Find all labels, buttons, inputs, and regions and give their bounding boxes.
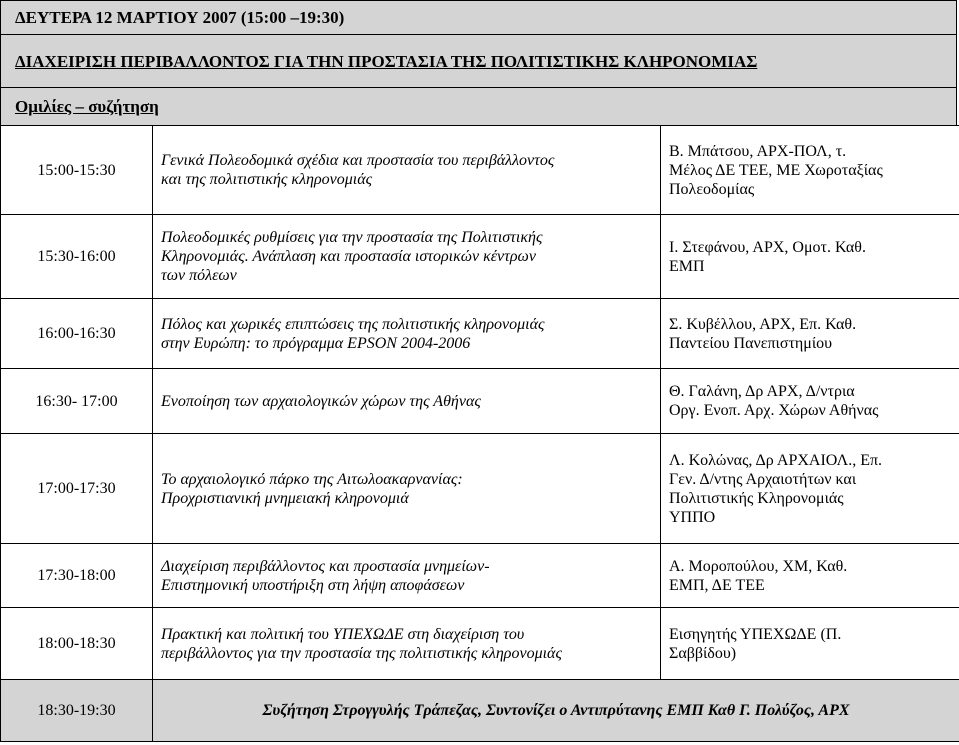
speaker-line: Μέλος ΔΕ ΤΕΕ, ΜΕ Χωροταξίας	[669, 161, 883, 179]
closing-text: Συζήτηση Στρογγυλής Τράπεζας, Συντονίζει ο Αντιπρύτανης ΕΜΠ Καθ Γ. Πολύζος, ΑΡΧ	[153, 680, 959, 742]
schedule-table	[0, 125, 959, 742]
session-time: 18:00-18:30	[1, 608, 153, 680]
session-time: 15:30-16:00	[1, 215, 153, 299]
section-header	[0, 87, 957, 125]
session-row	[1, 126, 959, 215]
session-row	[1, 299, 959, 369]
session-time: 16:00-16:30	[1, 299, 153, 369]
session-speaker	[661, 544, 959, 608]
session-time: 17:30-18:00	[1, 544, 153, 608]
topic-line: των πόλεων	[161, 267, 237, 284]
session-time: 17:00-17:30	[1, 434, 153, 544]
session-speaker	[661, 215, 959, 299]
speaker-line: Εισηγητής ΥΠΕΧΩΔΕ (Π.	[669, 625, 842, 643]
session-time: 16:30- 17:00	[1, 369, 153, 434]
theme-title: ΔΙΑΧΕΙΡΙΣΗ ΠΕΡΙΒΑΛΛΟΝΤΟΣ ΓΙΑ ΤΗΝ ΠΡΟΣΤΑΣΙΑ ΤΗΣ ΠΟΛΙΤΙΣΤΙΚΗΣ ΚΛΗΡΟΝΟΜΙΑΣ	[15, 51, 758, 71]
session-topic	[153, 126, 661, 215]
session-row	[1, 434, 959, 544]
session-row	[1, 608, 959, 680]
closing-row	[1, 680, 959, 742]
session-topic	[153, 369, 661, 434]
topic-line: Κληρονομιάς. Ανάπλαση και προστασία ιστορικών κέντρων	[161, 248, 536, 265]
topic-line: Γενικά Πολεοδομικά σχέδια και προστασία του περιβάλλοντος	[161, 152, 555, 169]
speaker-line: Α. Μοροπούλου, ΧΜ, Καθ.	[669, 557, 848, 575]
speaker-line: Πολιτιστικής Κληρονομιάς	[669, 489, 844, 507]
topic-line: Επιστημονική υποστήριξη στη λήψη αποφάσεων	[161, 576, 465, 594]
section-title: Ομιλίες – συζήτηση	[15, 97, 159, 116]
topic-line: Πρακτική και πολιτική του ΥΠΕΧΩΔΕ στη διαχείριση του	[161, 625, 525, 643]
topic-line: Προχριστιανική μνημειακή κληρονομιά	[161, 489, 409, 507]
speaker-line: ΕΜΠ	[669, 257, 705, 275]
speaker-line: Ι. Στεφάνου, ΑΡΧ, Ομοτ. Καθ.	[669, 238, 866, 256]
speaker-line: ΕΜΠ, ΔΕ ΤΕΕ	[669, 576, 765, 594]
session-speaker	[661, 608, 959, 680]
session-topic	[153, 299, 661, 369]
speaker-line: Οργ. Ενοπ. Αρχ. Χώρων Αθήνας	[669, 402, 879, 419]
session-speaker	[661, 369, 959, 434]
topic-line: περιβάλλοντος για την προστασία της πολιτιστικής κληρονομιάς	[161, 644, 562, 662]
session-row	[1, 215, 959, 299]
topic-line: Διαχείριση περιβάλλοντος και προστασία μνημείων-	[161, 557, 490, 575]
date-header	[0, 0, 957, 34]
session-time: 15:00-15:30	[1, 126, 153, 215]
topic-line: Ενοποίηση των αρχαιολογικών χώρων της Αθήνας	[161, 392, 481, 410]
topic-line: Πολεοδομικές ρυθμίσεις για την προστασία της Πολιτιστικής	[161, 229, 543, 246]
closing-time: 18:30-19:30	[1, 680, 153, 742]
theme-header	[0, 34, 957, 87]
topic-line: και της πολιτιστικής κληρονομιάς	[161, 171, 373, 188]
date-title: ΔΕΥΤΕΡΑ 12 ΜΑΡΤΙΟΥ 2007 (15:00 –19:30)	[15, 8, 345, 27]
speaker-line: ΥΠΠΟ	[669, 508, 716, 526]
speaker-line: Πολεοδομίας	[669, 180, 755, 198]
session-topic	[153, 215, 661, 299]
session-speaker	[661, 126, 959, 215]
topic-line: Το αρχαιολογικό πάρκο της Αιτωλοακαρνανίας:	[161, 470, 463, 488]
speaker-line: Γεν. Δ/ντης Αρχαιοτήτων και	[669, 470, 857, 488]
speaker-line: Β. Μπάτσου, ΑΡΧ-ΠΟΛ, τ.	[669, 142, 847, 160]
topic-line: Πόλος και χωρικές επιπτώσεις της πολιτιστικής κληρονομιάς	[161, 315, 545, 333]
topic-line: στην Ευρώπη: το πρόγραμμα EPSON 2004-2006	[161, 334, 471, 352]
speaker-line: Παντείου Πανεπιστημίου	[669, 334, 833, 352]
session-topic	[153, 544, 661, 608]
session-topic	[153, 434, 661, 544]
session-row	[1, 369, 959, 434]
session-speaker	[661, 299, 959, 369]
speaker-line: Θ. Γαλάνη, Δρ ΑΡΧ, Δ/ντρια	[669, 383, 855, 400]
speaker-line: Σαββίδου)	[669, 644, 737, 662]
session-speaker	[661, 434, 959, 544]
speaker-line: Λ. Κολώνας, Δρ ΑΡΧΑΙΟΛ., Επ.	[669, 451, 883, 469]
session-row	[1, 544, 959, 608]
speaker-line: Σ. Κυβέλλου, ΑΡΧ, Επ. Καθ.	[669, 315, 857, 333]
session-topic	[153, 608, 661, 680]
